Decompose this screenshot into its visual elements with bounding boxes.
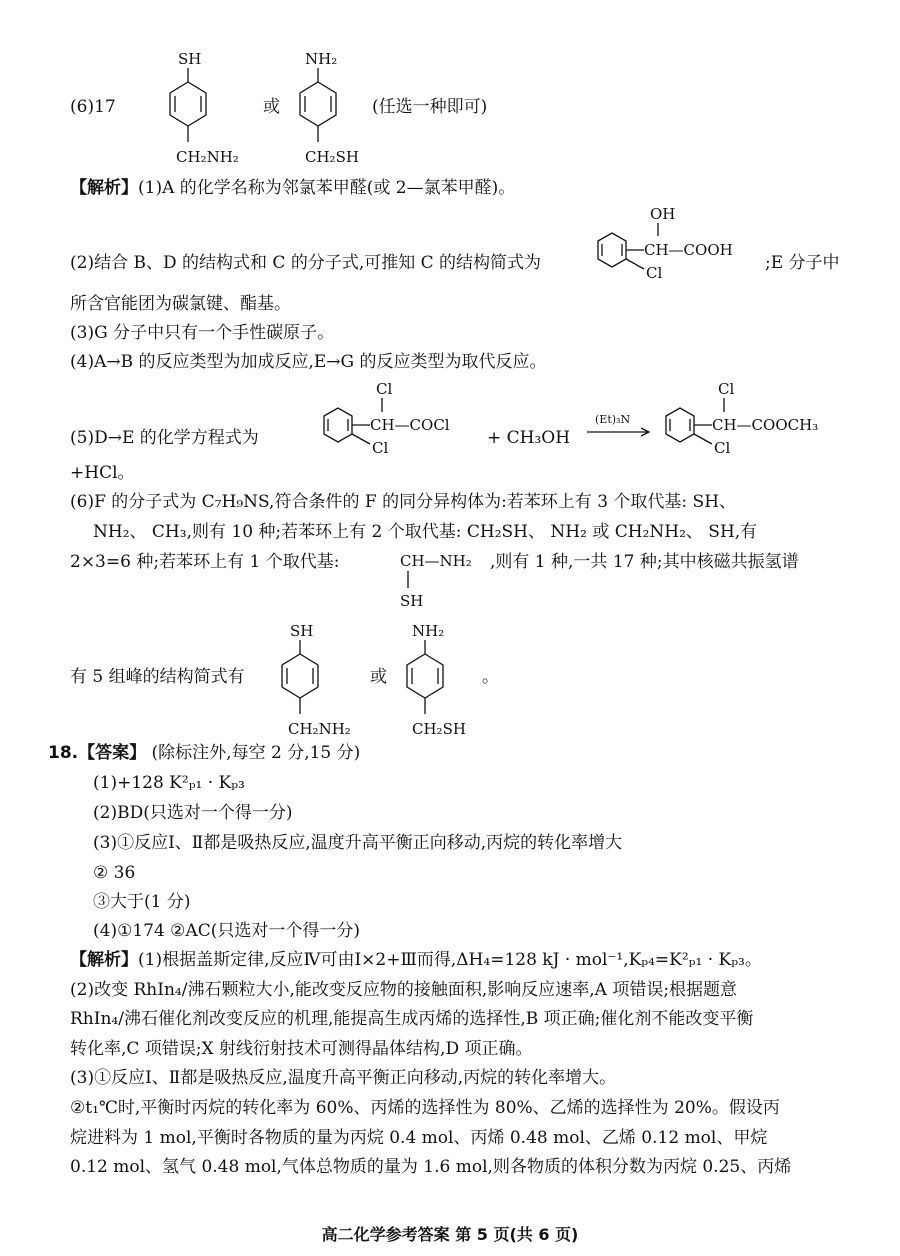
analysis-6-line-1: (6)F 的分子式为 C₇H₉NS,符合条件的 F 的同分异构体为:若苯环上有 3 个取代基: SH、 [70,492,737,512]
structure-4-mercaptobenzylamine-1 [150,48,260,173]
analysis-1: (1)A 的化学名称为邻氯苯甲醛(或 2—氯苯甲醛)。 [138,178,516,198]
cl-top-label: Cl [718,380,735,398]
page-footer: 高二化学参考答案 第 5 页(共 6 页) [321,1225,579,1244]
analysis-label: 【解析】 [70,178,138,198]
structure-4-mercaptobenzylamine-2 [262,620,372,745]
q18-answer-1: (1)+128 K²ₚ₁ · Kₚ₃ [93,773,245,793]
q18-answer-3a: (3)①反应Ⅰ、Ⅱ都是吸热反应,温度升高平衡正向移动,丙烷的转化率增大 [93,833,623,853]
chain-label: CH—COOH [644,241,733,259]
analysis-5-cont: +HCl。 [70,463,135,483]
analysis-3: (3)G 分子中只有一个手性碳原子。 [70,323,335,343]
structure-c [592,203,792,288]
substituent-bottom: CH₂SH [412,720,466,738]
q18-analysis-label: 【解析】 [70,950,138,970]
q18-answer-label: 18.【答案】 [48,743,147,763]
substituent-top: NH₂ [412,622,445,640]
analysis-6-line-3a: 2×3=6 种;若苯环上有 1 个取代基: [70,552,340,572]
analysis-2-tail: ;E 分子中 [765,253,840,273]
cl-label: Cl [646,264,663,282]
analysis-5-text: (5)D→E 的化学方程式为 [70,428,259,448]
structure-e [660,378,860,468]
q18-analysis-3: (3)①反应Ⅰ、Ⅱ都是吸热反应,温度升高平衡正向移动,丙烷的转化率增大。 [70,1068,617,1088]
reagent-methanol: + CH₃OH [487,428,571,448]
reaction-arrow [585,412,653,442]
q18-analysis-4b: 烷进料为 1 mol,平衡时各物质的量为丙烷 0.4 mol、丙烯 0.48 mol、乙烯 0.12 mol、甲烷 [70,1128,768,1148]
q18-answer-2: (2)BD(只选对一个得一分) [93,803,293,823]
q18-analysis-4c: 0.12 mol、氢气 0.48 mol,气体总物质的量为 1.6 mol,则各物质的体积分数为丙烷 0.25、丙烯 [70,1157,792,1177]
substituent-top: SH [178,50,202,68]
substituent-bottom: CH₂NH₂ [176,148,239,166]
chain-label: CH—COCl [370,416,450,434]
analysis-2-text: (2)结合 B、D 的结构式和 C 的分子式,可推知 C 的结构简式为 [70,253,542,273]
q18-analysis-2c: 转化率,C 项错误;X 射线衍射技术可测得晶体结构,D 项正确。 [70,1039,533,1059]
q18-analysis-2a: (2)改变 RhIn₄/沸石颗粒大小,能改变反应物的接触面积,影响反应速率,A 项错误;根据题意 [70,980,738,1000]
substituent-bottom: CH₂SH [305,148,359,166]
q18-answer-3b: ② 36 [93,863,136,883]
q17-6-note: (任选一种即可) [372,97,488,117]
cl-label: Cl [714,439,731,457]
substituent-top: NH₂ [305,50,338,68]
sh-label: SH [400,592,424,610]
substituent-bottom: CH₂NH₂ [288,720,351,738]
analysis-6-end: 。 [482,667,499,687]
analysis-6-line-2: NH₂、 CH₃,则有 10 种;若苯环上有 2 个取代基: CH₂SH、 NH₂ 或 CH₂NH₂、 SH,有 [93,522,758,542]
analysis-6-line-4: 有 5 组峰的结构简式有 [70,667,245,687]
chain-label: CH—NH₂ [400,552,472,570]
q18-analysis-1: (1)根据盖斯定律,反应Ⅳ可由Ⅰ×2+Ⅲ而得,ΔH₄=128 kJ · mol⁻¹,Kₚ₄=K²ₚ₁ · Kₚ₃。 [138,950,762,970]
q18-answer-3c: ③大于(1 分) [93,892,191,912]
oh-label: OH [650,205,676,223]
substituent-chnh2-sh [398,548,498,612]
or-text: 或 [263,97,280,117]
cl-label: Cl [372,439,389,457]
or-text-2: 或 [370,667,387,687]
q17-6-prefix: (6)17 [70,97,116,117]
reaction-condition: (Et)₃N [595,413,631,426]
structure-d [318,378,488,468]
cl-top-label: Cl [376,380,393,398]
analysis-2-cont: 所含官能团为碳氯键、酯基。 [70,294,291,314]
q18-note: (除标注外,每空 2 分,15 分) [151,743,361,763]
q18-analysis-4a: ②t₁℃时,平衡时丙烷的转化率为 60%、丙烯的选择性为 80%、乙烯的选择性为 20%。假设丙 [70,1098,780,1118]
q18-analysis-2b: RhIn₄/沸石催化剂改变反应的机理,能提高生成丙烯的选择性,B 项正确;催化剂不能改变平衡 [70,1009,754,1029]
substituent-top: SH [290,622,314,640]
q18-answer-4: (4)①174 ②AC(只选对一个得一分) [93,921,360,941]
analysis-4: (4)A→B 的反应类型为加成反应,E→G 的反应类型为取代反应。 [70,352,547,372]
chain-label: CH—COOCH₃ [712,416,819,434]
analysis-6-line-3b: ,则有 1 种,一共 17 种;其中核磁共振氢谱 [490,552,799,572]
